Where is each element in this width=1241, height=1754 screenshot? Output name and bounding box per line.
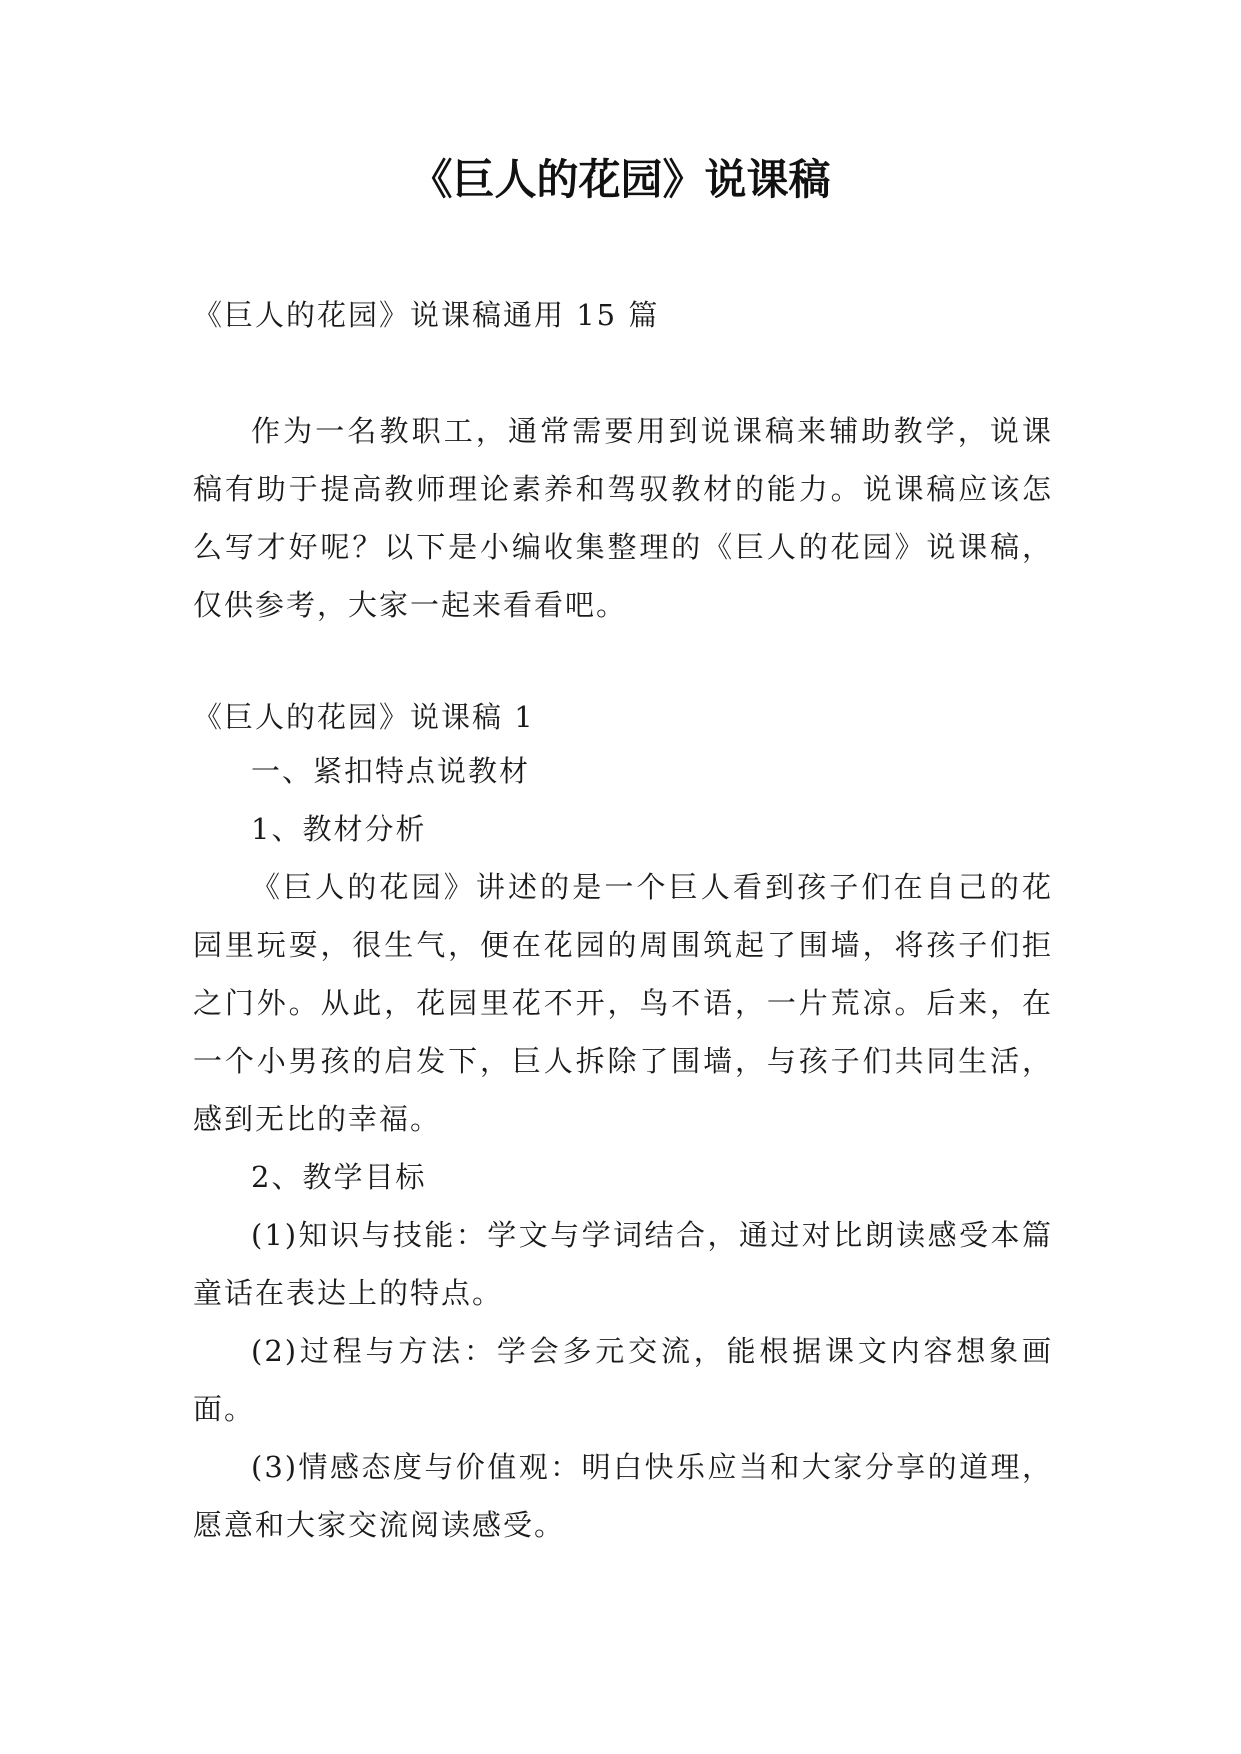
document-subtitle: 《巨人的花园》说课稿通用 15 篇 xyxy=(193,298,660,332)
item1-body: 《巨人的花园》讲述的是一个巨人看到孩子们在自己的花园里玩耍，很生气，便在花园的周围筑起了围墙，将孩子们拒之门外。从此，花园里花不开，鸟不语，一片荒凉。后来，在一个小男孩的启发下，巨人拆除了围墙，与孩子们共同生活，感到无比的幸福。 xyxy=(193,870,1053,1136)
goal-1: (1)知识与技能：学文与学词结合，通过对比朗读感受本篇童话在表达上的特点。 xyxy=(193,1218,1053,1310)
part1-heading: 一、紧扣特点说教材 xyxy=(251,754,531,788)
goal-3: (3)情感态度与价值观：明白快乐应当和大家分享的道理，愿意和大家交流阅读感受。 xyxy=(193,1450,1053,1542)
goal-2: (2)过程与方法：学会多元交流，能根据课文内容想象画面。 xyxy=(193,1334,1053,1426)
item1-heading: 1、教材分析 xyxy=(251,812,427,846)
intro-paragraph: 作为一名教职工，通常需要用到说课稿来辅助教学，说课稿有助于提高教师理论素养和驾驭教材的能力。说课稿应该怎么写才好呢？以下是小编收集整理的《巨人的花园》说课稿，仅供参考，大家一起来看看吧。 xyxy=(193,414,1053,622)
document-title: 《巨人的花园》说课稿 xyxy=(410,155,831,204)
document-body xyxy=(193,286,1053,1554)
item2-heading: 2、教学目标 xyxy=(251,1160,427,1194)
section-title: 《巨人的花园》说课稿 1 xyxy=(193,700,535,734)
